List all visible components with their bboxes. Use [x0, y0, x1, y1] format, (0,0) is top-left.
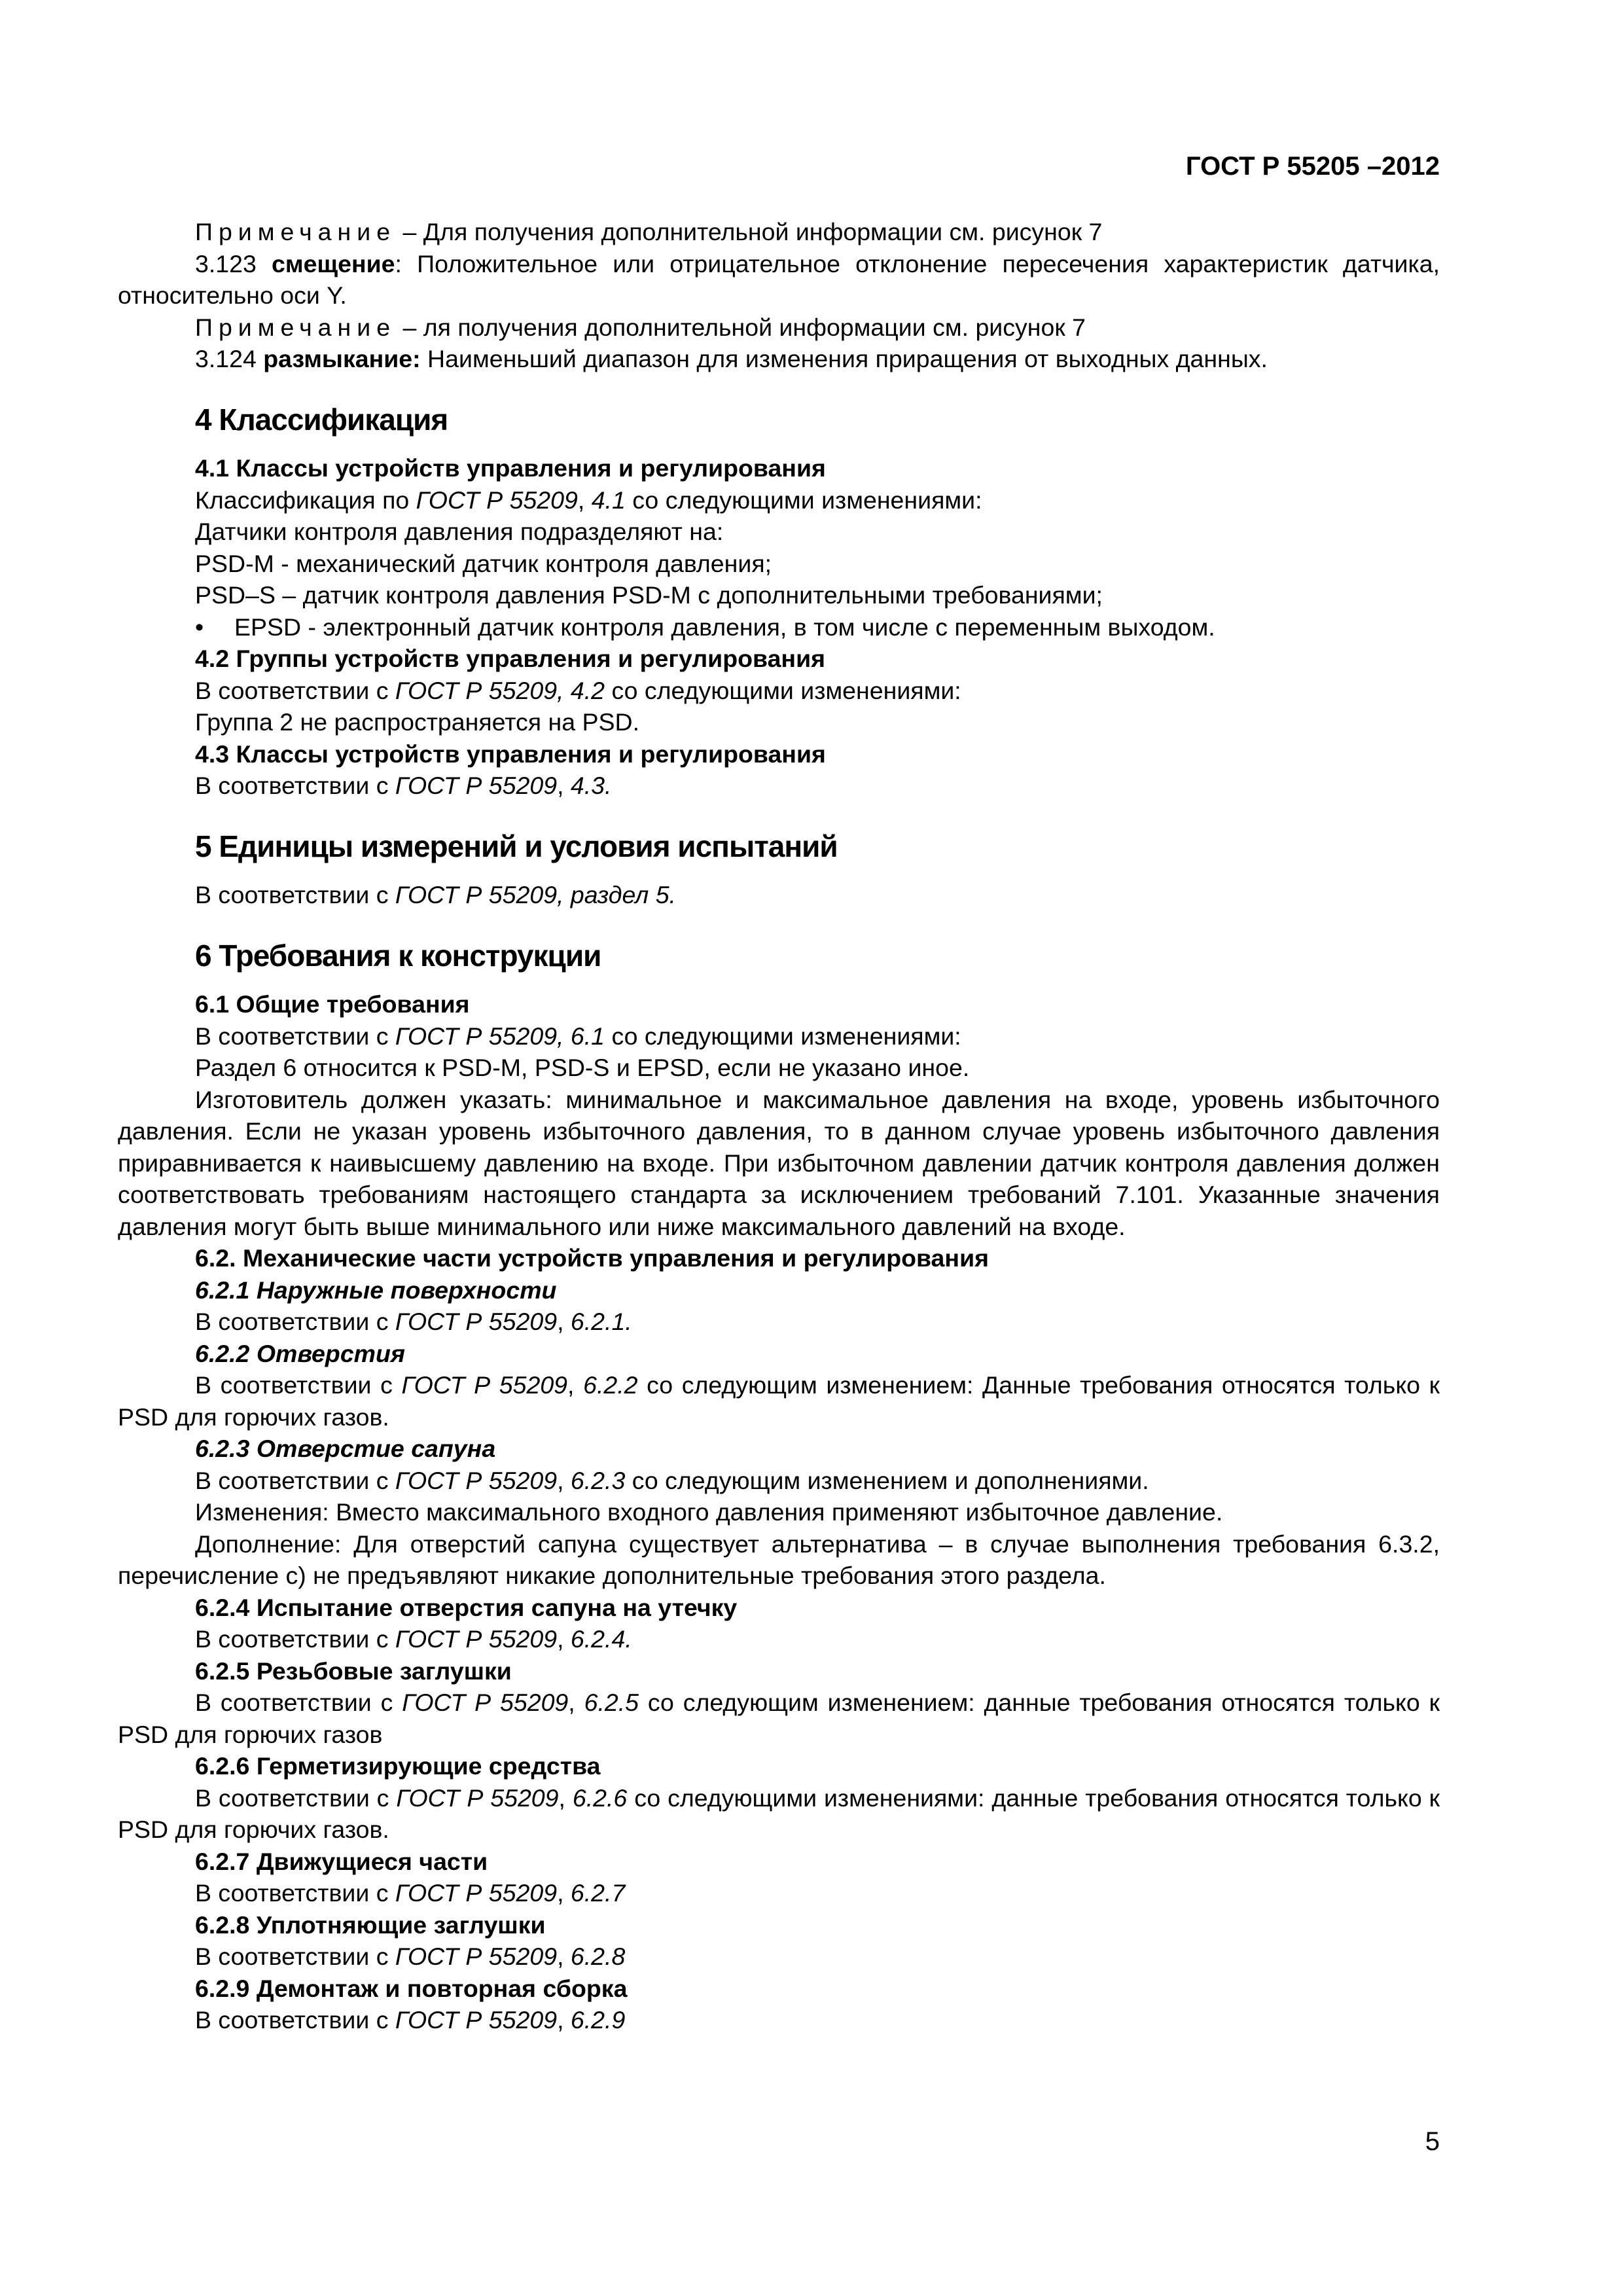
bullet-item: • EPSD - электронный датчик контроля давления, в том числе с переменным выходом.	[118, 611, 1440, 643]
paragraph: В соответствии с ГОСТ Р 55209, 4.2 со следующими изменениями:	[195, 676, 961, 704]
paragraph: В соответствии с ГОСТ Р 55209, 6.2.2 со следующим изменением: Данные требования относятся только к PSD для горючих газов.	[118, 1371, 1440, 1431]
section-title-6: 6 Требования к конструкции	[195, 938, 601, 973]
document-header-code: ГОСТ Р 55205 –2012	[1185, 152, 1440, 181]
paragraph: В соответствии с ГОСТ Р 55209, 6.2.7	[195, 1879, 626, 1907]
definition-3-124: 3.124 размыкание: Наименьший диапазон для изменения приращения от выходных данных.	[195, 345, 1268, 372]
paragraph: В соответствии с ГОСТ Р 55209, раздел 5.	[195, 881, 676, 908]
subsection-heading-6-2: 6.2. Механические части устройств управления и регулирования	[195, 1244, 990, 1272]
subsection-heading-6-2-2: 6.2.2 Отверстия	[195, 1339, 406, 1367]
paragraph: PSD–S – датчик контроля давления PSD-M с дополнительными требованиями;	[195, 581, 1103, 609]
subsection-heading-6-2-6: 6.2.6 Герметизирующие средства	[195, 1752, 601, 1780]
paragraph: В соответствии с ГОСТ Р 55209, 6.2.5 со следующим изменением: данные требования относятся только к PSD для горючих газов	[118, 1689, 1440, 1748]
paragraph: В соответствии с ГОСТ Р 55209, 6.2.9	[195, 2006, 626, 2034]
paragraph: В соответствии с ГОСТ Р 55209, 6.2.3 со следующим изменением и дополнениями.	[195, 1466, 1149, 1494]
subsection-heading-6-1: 6.1 Общие требования	[195, 990, 470, 1018]
bullet-icon: •	[195, 613, 204, 641]
subsection-heading-6-2-3: 6.2.3 Отверстие сапуна	[195, 1435, 496, 1462]
paragraph: PSD-M - механический датчик контроля давления;	[195, 549, 772, 577]
document-page	[118, 0, 1440, 2296]
note-paragraph: Примечание – Для получения дополнительной информации см. рисунок 7	[195, 218, 1103, 245]
subsection-heading-6-2-4: 6.2.4 Испытание отверстия сапуна на утечку	[195, 1593, 738, 1621]
paragraph: Изменения: Вместо максимального входного давления применяют избыточное давление.	[195, 1498, 1223, 1526]
subsection-heading-6-2-9: 6.2.9 Демонтаж и повторная сборка	[195, 1974, 628, 2002]
paragraph: В соответствии с ГОСТ Р 55209, 6.1 со следующими изменениями:	[195, 1022, 961, 1050]
paragraph: Классификация по ГОСТ Р 55209, 4.1 со следующими изменениями:	[195, 486, 982, 514]
paragraph: В соответствии с ГОСТ Р 55209, 6.2.6 со следующими изменениями: данные требования относятся только к PSD для горючих газов.	[118, 1784, 1440, 1843]
paragraph: В соответствии с ГОСТ Р 55209, 4.3.	[195, 772, 612, 799]
definition-3-123: 3.123 смещение: Положительное или отрицательное отклонение пересечения характеристик датчика, относительно оси Y.	[118, 249, 1440, 309]
subsection-heading-6-2-8: 6.2.8 Уплотняющие заглушки	[195, 1910, 546, 1939]
paragraph: Раздел 6 относится к PSD-M, PSD-S и EPSD, если не указано иное.	[195, 1054, 970, 1081]
subsection-heading-6-2-7: 6.2.7 Движущиеся части	[195, 1847, 488, 1875]
subsection-heading-4-2: 4.2 Группы устройств управления и регулирования	[195, 645, 826, 672]
note-paragraph: Примечание – ля получения дополнительной информации см. рисунок 7	[195, 313, 1086, 341]
section-title-5: 5 Единицы измерений и условия испытаний	[195, 829, 838, 863]
paragraph: В соответствии с ГОСТ Р 55209, 6.2.4.	[195, 1625, 632, 1653]
paragraph: Изготовитель должен указать: минимальное и максимальное давления на входе, уровень избыточного давления. Если не указан уровень избыточного давления, то в данном случае уровень избыточного давления приравнивается к наивысшему давлению на входе. При избыточном давлении датчик контроля давления должен соответствовать требованиям настоящего стандарта за исключением требований 7.101. Указанные значения давления могут быть выше минимального или ниже максимального давлений на входе.	[118, 1085, 1440, 1240]
paragraph: В соответствии с ГОСТ Р 55209, 6.2.1.	[195, 1308, 632, 1335]
paragraph: В соответствии с ГОСТ Р 55209, 6.2.8	[195, 1943, 626, 1970]
page-number: 5	[1425, 2127, 1440, 2156]
subsection-heading-4-3: 4.3 Классы устройств управления и регулирования	[195, 740, 826, 768]
paragraph: Дополнение: Для отверстий сапуна существует альтернатива – в случае выполнения требования 6.3.2, перечисление с) не предъявляют никакие дополнительные требования этого раздела.	[118, 1530, 1440, 1589]
paragraph: Группа 2 не распространяется на PSD.	[195, 708, 640, 736]
subsection-heading-4-1: 4.1 Классы устройств управления и регулирования	[195, 454, 826, 482]
paragraph: Датчики контроля давления подразделяют на:	[195, 518, 724, 545]
document-body	[118, 216, 1440, 2036]
section-title-4: 4 Классификация	[195, 402, 448, 437]
subsection-heading-6-2-5: 6.2.5 Резьбовые заглушки	[195, 1657, 512, 1685]
subsection-heading-6-2-1: 6.2.1 Наружные поверхности	[195, 1276, 557, 1304]
